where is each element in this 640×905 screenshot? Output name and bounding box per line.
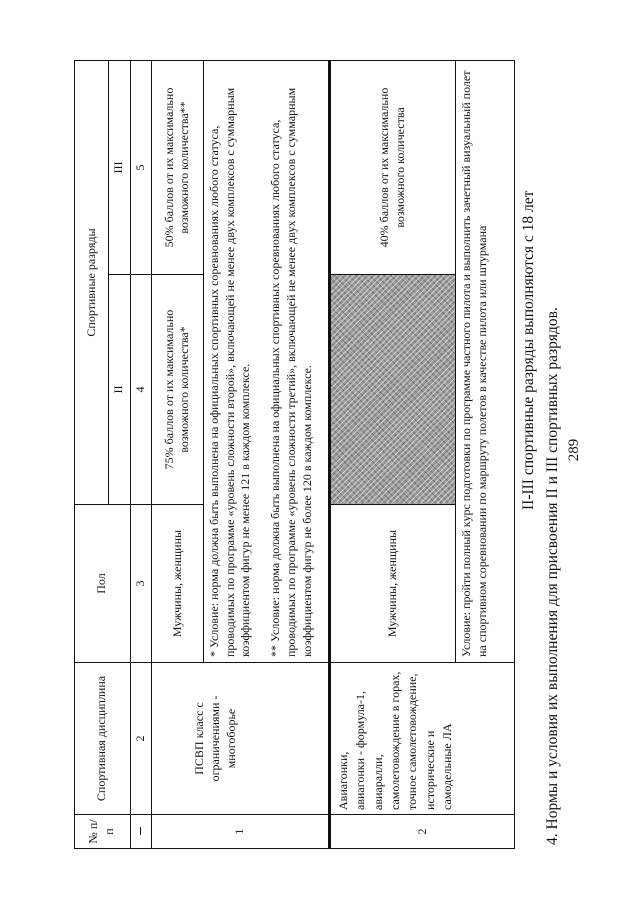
discipline-item: авиаралли,	[370, 754, 385, 810]
table-row	[329, 60, 455, 848]
discipline-item: самолетовождение в горах,	[388, 671, 403, 810]
section-subheading: II-III спортивные разряды выполняются с 18 лет	[520, 190, 537, 510]
row-2-note: Условие: пройти полный курс подготовки по программе частного пилота и выполнить зачетный визуальный полет на спортивном соревновании по маршруту полетов в качестве пилота или штурмана	[456, 60, 515, 662]
discipline-item: авиагонки - формула-1,	[353, 690, 368, 810]
row-2-rank3: 40% баллов от их максимально возможного количества	[329, 60, 455, 274]
discipline-item: Авиагонки,	[335, 751, 350, 810]
norms-table	[74, 60, 515, 849]
row-2-rank2-hatched	[329, 275, 455, 505]
header-rank-2: II	[109, 275, 131, 505]
page-number: 289	[566, 438, 582, 462]
discipline-item: точное самолетовождение,	[405, 673, 420, 810]
row-1-note-1: * Условие: норма должна быть выполнена на официальных спортивных соревнованиях любого статуса, проводимых по программе «уровень сложности второй», включающей не менее двух комплексов с суммарным коэффициентом фигур не менее 121 в каждом комплексе.	[203, 60, 265, 662]
col-number-1-mark	[140, 828, 141, 836]
section-heading: 4. Нормы и условия их выполнения для присвоения II и III спортивных разрядов.	[544, 307, 561, 845]
header-gender: Пол	[75, 505, 131, 663]
row-2-gender: Мужчины, женщины	[329, 505, 455, 663]
column-number-row	[130, 60, 152, 848]
discipline-item: исторические и самодельные ЛА	[422, 723, 455, 810]
header-discipline: Спортивная дисциплина	[75, 663, 131, 815]
header-ranks-group: Спортивные разряды	[75, 60, 109, 504]
header-num: № п/п	[75, 815, 131, 849]
row-1-num: 1	[152, 815, 330, 849]
col-number-1	[130, 815, 152, 849]
header-rank-3: III	[109, 60, 131, 274]
row-1-gender: Мужчины, женщины	[152, 505, 204, 663]
row-1-note-2: ** Условие: норма должна быть выполнена на официальных спортивных соревнованиях любого статуса, проводимых по программе «уровень сложности третий», включающей не менее двух комплексов с суммарным коэффициентом фигур не более 120 в каждом комплексе.	[265, 60, 329, 662]
table-row	[152, 60, 204, 848]
col-number-2: 2	[130, 663, 152, 815]
row-2-num: 2	[329, 815, 514, 849]
row-1-discipline: ПСВП класс с ограничениями - многоборье	[152, 663, 330, 815]
row-1-rank2: 75% баллов от их максимально возможного количества*	[152, 275, 204, 505]
header-row-ranks	[75, 60, 109, 848]
row-1-rank3: 50% баллов от их максимально возможного количества**	[152, 60, 204, 274]
row-2-discipline	[329, 663, 514, 815]
col-number-4: 4	[130, 275, 152, 505]
col-number-3: 3	[130, 505, 152, 663]
col-number-5: 5	[130, 60, 152, 274]
